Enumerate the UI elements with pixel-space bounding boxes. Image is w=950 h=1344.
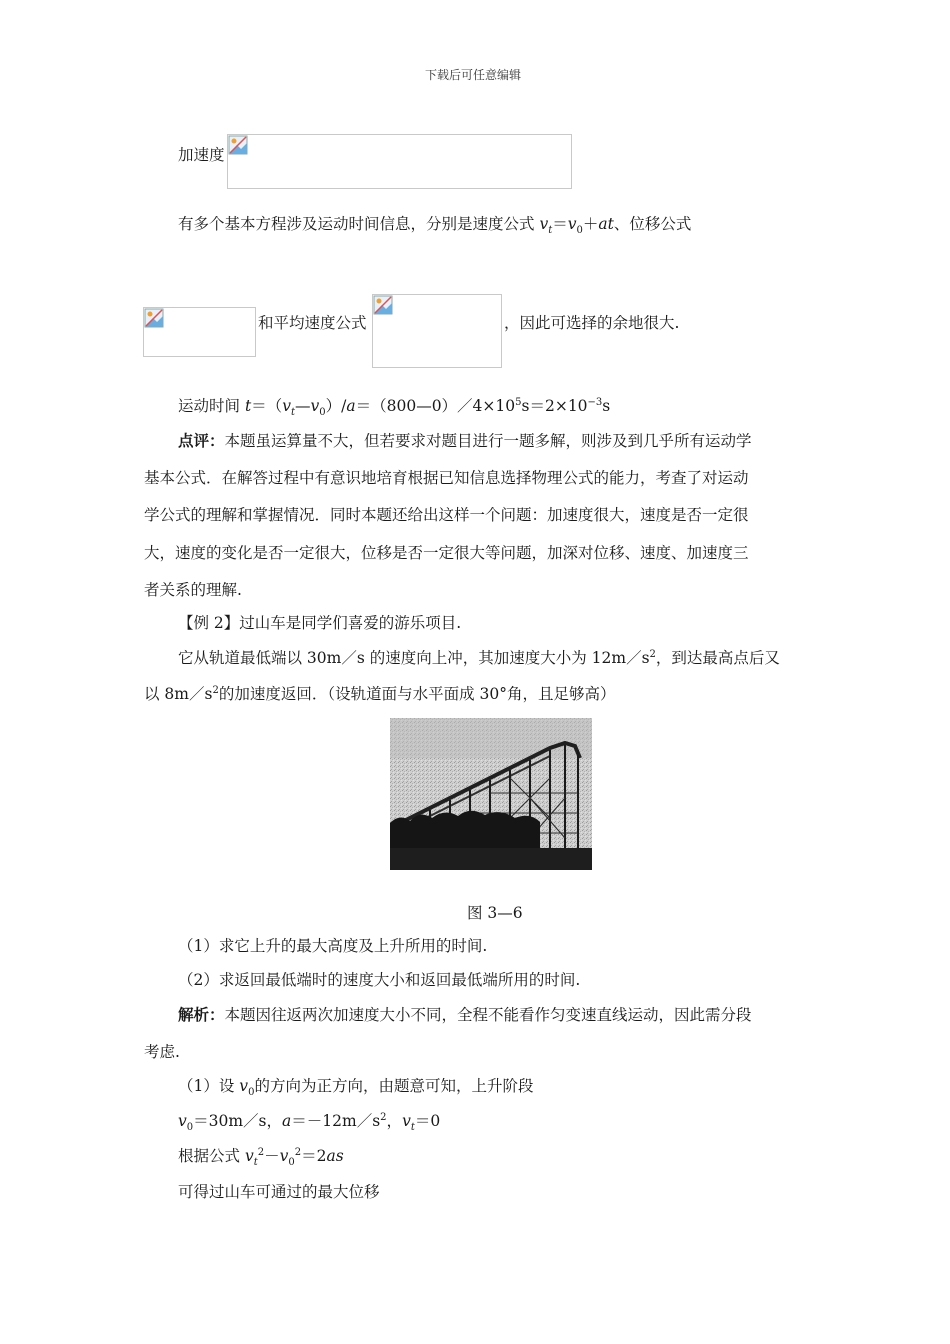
comment-line-3: 学公式的理解和掌握情况．同时本题还给出这样一个问题：加速度很大，速度是否一定很: [144, 506, 749, 524]
analysis-step-3: [178, 1144, 344, 1169]
var-v0: v: [279, 1147, 289, 1165]
comment-line-1: [178, 429, 752, 451]
var-v: v: [539, 215, 549, 233]
accel-label: 加速度: [178, 146, 225, 164]
text-span: —: [294, 397, 311, 415]
var-vt: v: [402, 1112, 411, 1130]
question-1: （1）求它上升的最大高度及上升所用的时间.: [178, 937, 488, 955]
text-span: 以 8m／s: [144, 685, 213, 703]
example-title: 【例 2】过山车是同学们喜爱的游乐项目.: [178, 614, 462, 632]
text-line-time: [178, 394, 611, 419]
text-span: ＋: [582, 215, 599, 233]
text-span: s＝2×10: [521, 397, 588, 415]
var-t: t: [244, 397, 252, 415]
comment-line-5: 者关系的理解.: [144, 581, 242, 599]
broken-image-icon: [373, 295, 393, 315]
broken-image-icon: [228, 135, 248, 155]
var-v0: v: [239, 1077, 249, 1095]
text-span: －: [264, 1147, 280, 1165]
formula-image-accel: [227, 134, 572, 189]
sup-2: 2: [649, 648, 656, 660]
sup-2: 2: [212, 684, 219, 696]
text-span: ＝－12m／s: [291, 1112, 381, 1130]
analysis-step-4: 可得过山车可通过的最大位移: [178, 1183, 380, 1201]
broken-image-icon: [144, 308, 164, 328]
text-span: 的方向为正方向，由题意可知，上升阶段: [254, 1077, 534, 1095]
sub-0: 0: [186, 1122, 194, 1134]
sub-0: 0: [576, 225, 583, 237]
var-a: a: [346, 397, 356, 415]
page-header: 下载后可任意编辑: [425, 68, 522, 82]
roller-coaster-image: [390, 718, 592, 870]
text-span: ＝30m／s，: [193, 1112, 283, 1130]
text-span: 本题虽运算量不大，但若要求对题目进行一题多解，则涉及到几乎所有运动学: [224, 432, 752, 450]
text-span: 运动时间: [178, 397, 245, 415]
text-span: ＝2: [301, 1147, 327, 1165]
text-span: s: [602, 397, 611, 415]
text-span: 有多个基本方程涉及运动时间信息，分别是速度公式: [178, 215, 540, 233]
text-span: ）/: [325, 397, 347, 415]
sup-2: 2: [380, 1111, 387, 1123]
text-span: 本题因往返两次加速度大小不同，全程不能看作匀变速直线运动，因此需分段: [224, 1006, 752, 1024]
comment-label: 点评：: [178, 431, 225, 450]
text-span: 、位移公式: [613, 215, 692, 233]
text-span: 根据公式: [178, 1147, 245, 1165]
analysis-step-1: [178, 1074, 534, 1099]
sub-0: 0: [319, 407, 326, 419]
sup-exp: −3: [587, 396, 603, 408]
sub-0: 0: [288, 1157, 295, 1169]
text-line-formulas: [178, 212, 692, 237]
text-span: 它从轨道最低端以 30m／s 的速度向上冲，其加速度大小为 12m／s: [178, 649, 650, 667]
text-span: 的加速度返回．（设轨道面与水平面成 30°角，且足够高）: [218, 685, 616, 703]
var-vt: v: [244, 1147, 254, 1165]
figure-caption: 图 3—6: [467, 904, 523, 922]
text-span: ，: [386, 1112, 403, 1130]
question-2: （2）求返回最低端时的速度大小和返回最低端所用的时间.: [178, 971, 581, 989]
analysis-line-1: [178, 1003, 752, 1025]
sup-exp: 5: [515, 396, 522, 408]
sup-2: 2: [294, 1146, 302, 1158]
analysis-line-2: 考虑.: [144, 1043, 180, 1061]
text-span: ＝: [552, 215, 568, 233]
choice-text: ，因此可选择的余地很大.: [504, 314, 680, 332]
var-v0: v: [310, 397, 320, 415]
text-span: ＝（: [251, 397, 283, 415]
roller-coaster-photo: [390, 718, 592, 870]
sub-t: t: [410, 1122, 415, 1134]
sub-0: 0: [248, 1087, 255, 1099]
var-v0: v: [178, 1112, 187, 1130]
sub-t: t: [548, 225, 553, 237]
var-a: a: [282, 1112, 292, 1130]
text-span: ＝（800—0）／4×10: [355, 397, 516, 415]
avg-velocity-label: 和平均速度公式: [258, 314, 367, 332]
sub-t: t: [290, 407, 295, 419]
sub-t: t: [253, 1157, 258, 1169]
var-as: as: [326, 1147, 344, 1165]
text-span: ，到达最高点后又: [655, 649, 780, 667]
text-span: ＝0: [414, 1112, 441, 1130]
analysis-step-2: [178, 1109, 441, 1134]
example-line-2: [144, 682, 615, 704]
comment-line-2: 基本公式．在解答过程中有意识地培育根据已知信息选择物理公式的能力，考查了对运动: [144, 469, 749, 487]
var-v0: v: [567, 215, 577, 233]
var-v: v: [282, 397, 291, 415]
text-span: （1）设: [178, 1077, 240, 1095]
formula-image-avg-velocity: [372, 294, 502, 368]
sup-2: 2: [257, 1146, 265, 1158]
comment-line-4: 大，速度的变化是否一定很大，位移是否一定很大等问题，加深对位移、速度、加速度三: [144, 544, 749, 562]
var-at: at: [598, 215, 614, 233]
formula-image-displacement: [143, 307, 256, 357]
analysis-label: 解析：: [178, 1005, 225, 1024]
example-line-1: [178, 646, 780, 668]
